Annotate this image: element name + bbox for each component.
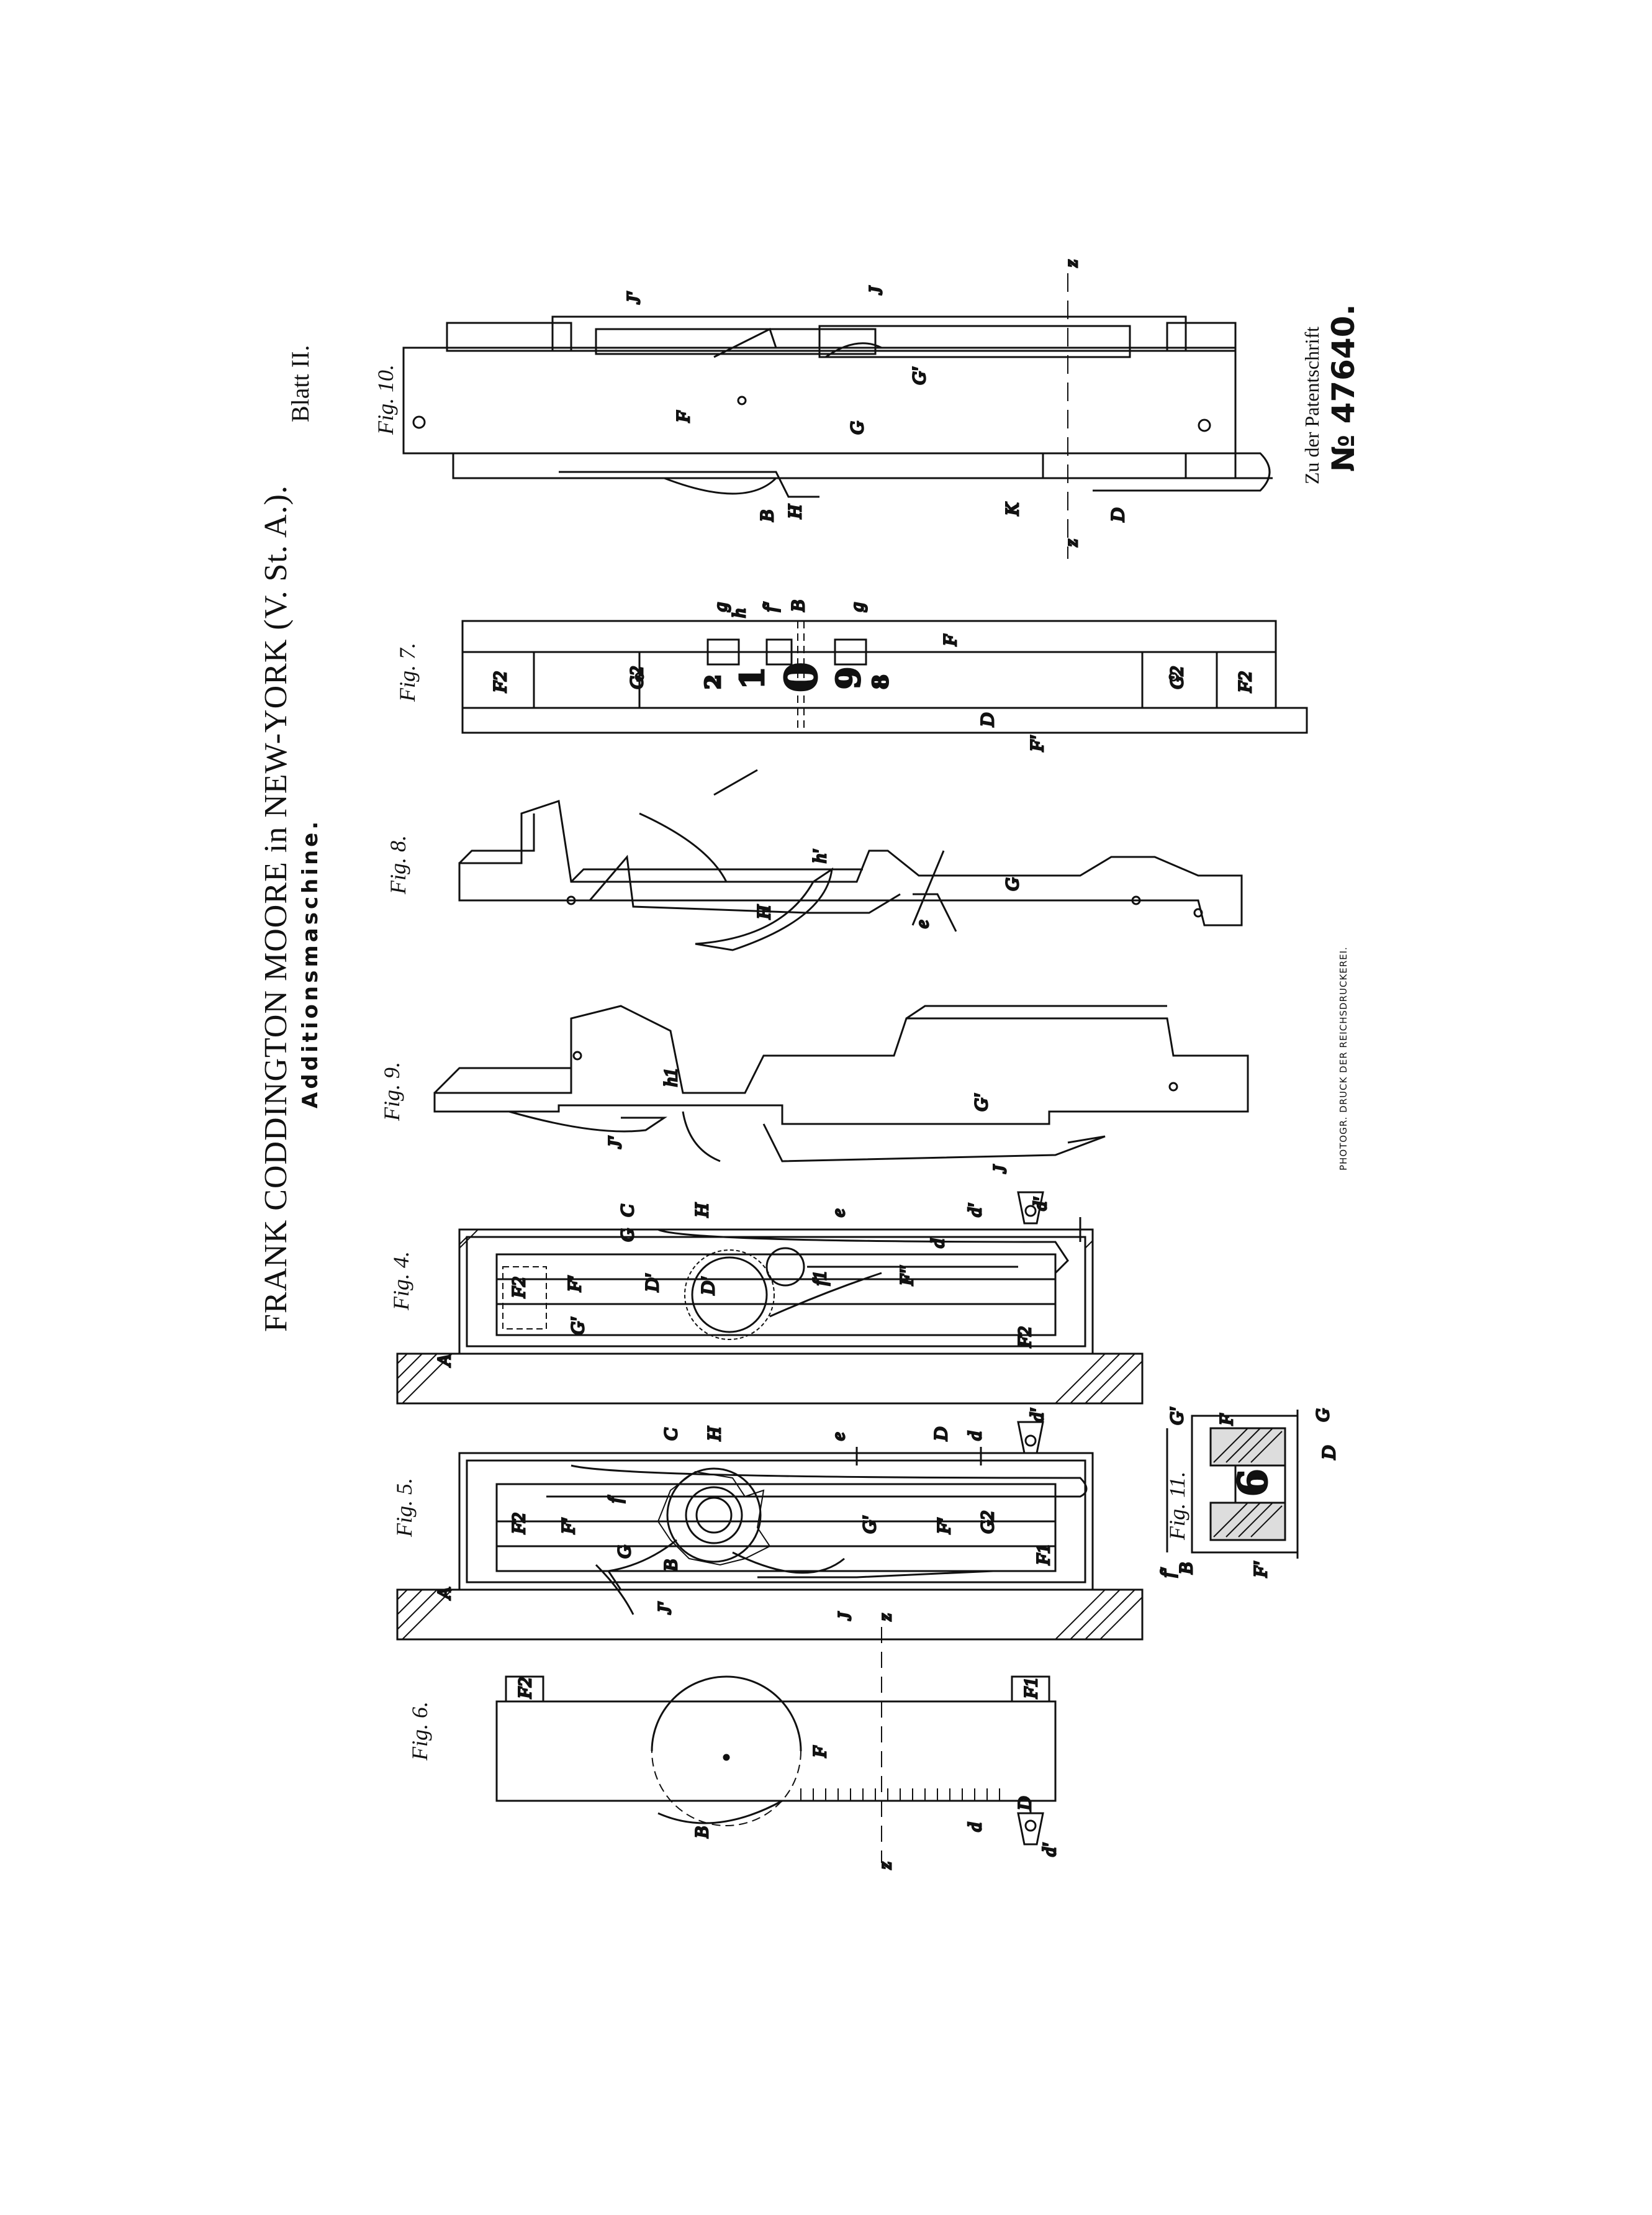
fig11-label-F-prime: F' [1250, 1562, 1271, 1577]
fig5-label-D: D [931, 1427, 951, 1441]
fig7-label-G2-right: G2 [1167, 666, 1187, 689]
fig7-digit-9: 9 [830, 666, 868, 689]
fig5-label-H: H [704, 1427, 724, 1441]
fig10-label-z-top: z [1061, 260, 1081, 267]
fig5-label-F-prime-right: F' [934, 1518, 954, 1534]
fig7-label-F2-right: F2 [1235, 671, 1255, 692]
fig7-label-B: B [788, 600, 808, 612]
fig6-label-B: B [692, 1826, 712, 1838]
fig6-label-D: D [1014, 1796, 1035, 1810]
fig5-label-J-prime: J' [654, 1602, 675, 1615]
fig4-label-G: G [617, 1228, 638, 1242]
fig10-label-J: J [865, 286, 886, 295]
fig7-label-F: F [940, 634, 960, 646]
fig4-label-d: d [928, 1239, 948, 1248]
patent-subtitle: Additionsmaschine. [298, 818, 323, 1108]
fig-5-caption: Fig. 5. [392, 1478, 417, 1537]
fig11-label-D: D [1319, 1446, 1339, 1459]
fig4-label-F-prime: F' [564, 1276, 585, 1292]
fig6-label-F2: F2 [515, 1677, 535, 1698]
patent-title: FRANK CODDINGTON MOORE in NEW-YORK (V. St. A.). [258, 485, 294, 1332]
fig-4-caption: Fig. 4. [389, 1251, 413, 1310]
fig6-label-F1: F1 [1021, 1677, 1041, 1698]
fig5-label-F1: F1 [1033, 1544, 1054, 1565]
fig5-label-e: e [828, 1432, 849, 1441]
fig4-label-D-prime-inner: D' [698, 1277, 718, 1295]
fig11-label-G: G [1312, 1408, 1333, 1422]
fig4-label-A: A [434, 1354, 454, 1366]
fig9-label-J-prime: J' [605, 1136, 625, 1149]
fig10-label-F: F [673, 410, 693, 422]
fig4-label-d-prime-upper: d' [965, 1203, 985, 1217]
fig5-label-f: f [605, 1497, 625, 1503]
fig7-label-h: h [729, 609, 749, 618]
fig11-digit-6: 6 [1230, 1469, 1276, 1497]
fig4-label-F-double-prime: F'' [896, 1266, 917, 1285]
fig-9-caption: Fig. 9. [379, 1062, 404, 1121]
fig4-label-C: C [617, 1204, 638, 1217]
fig10-label-B: B [757, 510, 777, 522]
figure-6-drawing [497, 1613, 1060, 1870]
fig5-label-G: G [614, 1545, 634, 1559]
figure-9-drawing [435, 1006, 1248, 1174]
fig7-digit-8: 8 [869, 674, 893, 689]
fig10-label-G: G [847, 421, 867, 435]
fig4-label-D-prime-outer: D' [642, 1274, 662, 1292]
fig5-label-d: d [965, 1431, 985, 1441]
fig8-label-h-prime: h' [810, 849, 830, 863]
figure-5-drawing [397, 1408, 1142, 1639]
fig5-label-J: J [834, 1612, 855, 1621]
fig7-digit-1: 1 [734, 666, 772, 689]
fig7-label-F-prime: F' [1027, 736, 1047, 751]
fig4-label-F2-right: F2 [1014, 1326, 1035, 1348]
fig11-label-f-prime: f' [1157, 1568, 1178, 1577]
fig4-label-F2: F2 [508, 1277, 529, 1298]
fig5-label-F-prime: F' [558, 1518, 579, 1534]
fig4-label-e: e [828, 1208, 849, 1217]
printer-credit: PHOTOGR. DRUCK DER REICHSDRUCKEREI. [1338, 946, 1349, 1171]
fig10-label-D: D [1108, 508, 1128, 522]
fig11-label-F: F [1216, 1413, 1237, 1425]
fig11-label-G-prime: G' [1167, 1407, 1187, 1425]
fig5-label-B: B [661, 1559, 681, 1571]
fig10-label-z-bottom: z [1061, 539, 1081, 546]
fig7-digit-2: 2 [701, 674, 726, 689]
fig8-label-e: e [912, 920, 932, 928]
fig7-label-g-left: g [710, 602, 731, 612]
fig-7-caption: Fig. 7. [395, 643, 420, 702]
fig11-label-B: B [1176, 1562, 1196, 1574]
fig4-label-d-prime-lower: d' [1030, 1197, 1050, 1211]
fig9-label-h1: h1 [661, 1068, 681, 1087]
fig5-label-G-prime: G' [859, 1516, 880, 1534]
fig7-label-D: D [977, 713, 998, 727]
fig7-label-G2-left: G2 [626, 666, 647, 689]
fig10-label-H: H [785, 505, 805, 519]
patent-reference-prefix: Zu der Patentschrift [1301, 326, 1323, 484]
sheet-number: Blatt II. [286, 345, 314, 422]
fig4-label-G-prime: G' [567, 1317, 588, 1335]
fig4-label-H: H [692, 1203, 712, 1217]
fig6-label-F: F [810, 1746, 830, 1757]
figure-10-drawing [404, 260, 1273, 559]
fig-11-caption: Fig. 11. [1165, 1471, 1189, 1540]
fig6-label-z-bottom: z [875, 1862, 895, 1869]
fig6-label-d: d [965, 1823, 985, 1832]
figure-4-drawing [397, 1192, 1142, 1403]
fig6-label-z-top: z [875, 1613, 895, 1621]
fig-8-caption: Fig. 8. [386, 835, 410, 894]
fig10-label-G-prime: G' [909, 367, 929, 385]
fig5-label-F2: F2 [508, 1513, 529, 1534]
fig5-label-A: A [434, 1587, 454, 1599]
fig5-label-C: C [661, 1428, 681, 1441]
fig10-label-J-prime: J' [623, 292, 644, 304]
fig8-label-H: H [754, 905, 774, 919]
fig7-label-F2-left: F2 [490, 671, 510, 692]
fig9-label-G-prime: G' [971, 1094, 991, 1112]
fig-6-caption: Fig. 6. [407, 1701, 432, 1760]
fig7-label-g-right: g [847, 602, 867, 612]
fig8-label-G: G [1002, 877, 1022, 891]
fig5-label-d-prime: d' [1027, 1408, 1047, 1422]
fig-10-caption: Fig. 10. [373, 365, 398, 435]
fig10-label-K: K [1002, 502, 1022, 515]
fig7-digit-0: 0 [775, 662, 827, 692]
fig9-label-J: J [990, 1165, 1010, 1174]
fig5-label-G2: G2 [977, 1511, 998, 1534]
fig7-label-f-prime: f' [760, 602, 780, 612]
patent-number: № 47640. [1325, 304, 1361, 472]
figure-7-drawing [463, 600, 1307, 752]
fig6-label-d-prime: d' [1039, 1843, 1060, 1857]
fig4-label-f1: f1 [810, 1271, 830, 1285]
figure-8-drawing [459, 770, 1242, 950]
